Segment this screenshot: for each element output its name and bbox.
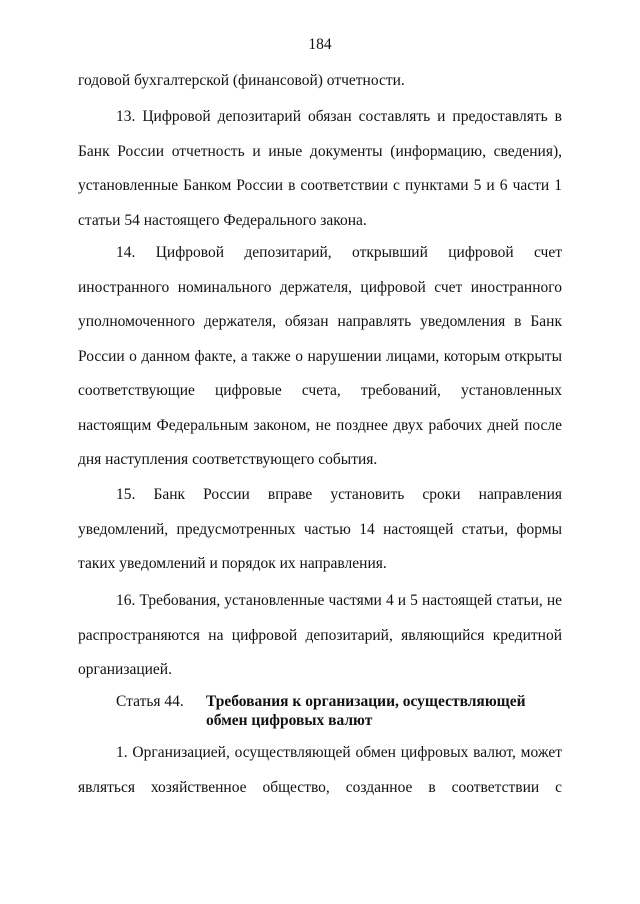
article-number: Статья 44. xyxy=(116,693,184,710)
paragraph-14: 14. Цифровой депозитарий, открывший цифровой счет иностранного номинального держателя, цифровой счет иностранного уполномоченного держателя, обязан направлять уведомления в Банк России о данном факте, а также о нарушении лицами, которым открыты соответствующие цифровые счета, требований, установленных настоящим Федеральным законом, не позднее двух рабочих дней после дня наступления соответствующего события. xyxy=(78,244,562,468)
article-44-paragraph-1: 1. Организацией, осуществляющей обмен цифровых валют, может являться хозяйственное общество, созданное в соответствии с xyxy=(78,744,562,796)
paragraph-16: 16. Требования, установленные частями 4 и 5 настоящей статьи, не распространяются на цифровой депозитарий, являющийся кредитной организацией. xyxy=(78,592,562,678)
paragraph-continuation: годовой бухгалтерской (финансовой) отчетности. xyxy=(78,72,405,89)
page-number: 184 xyxy=(308,36,332,53)
paragraph-15: 15. Банк России вправе установить сроки направления уведомлений, предусмотренных частью 14 настоящей статьи, формы таких уведомлений и порядок их направления. xyxy=(78,486,562,572)
article-title: Требования к организации, осуществляющей обмен цифровых валют xyxy=(206,693,526,729)
paragraph-13: 13. Цифровой депозитарий обязан составлять и предоставлять в Банк России отчетность и иные документы (информацию, сведения), установленные Банком России в соответствии с пунктами 5 и 6 части 1 статьи 54 настоящего Федерального закона. xyxy=(78,108,562,229)
